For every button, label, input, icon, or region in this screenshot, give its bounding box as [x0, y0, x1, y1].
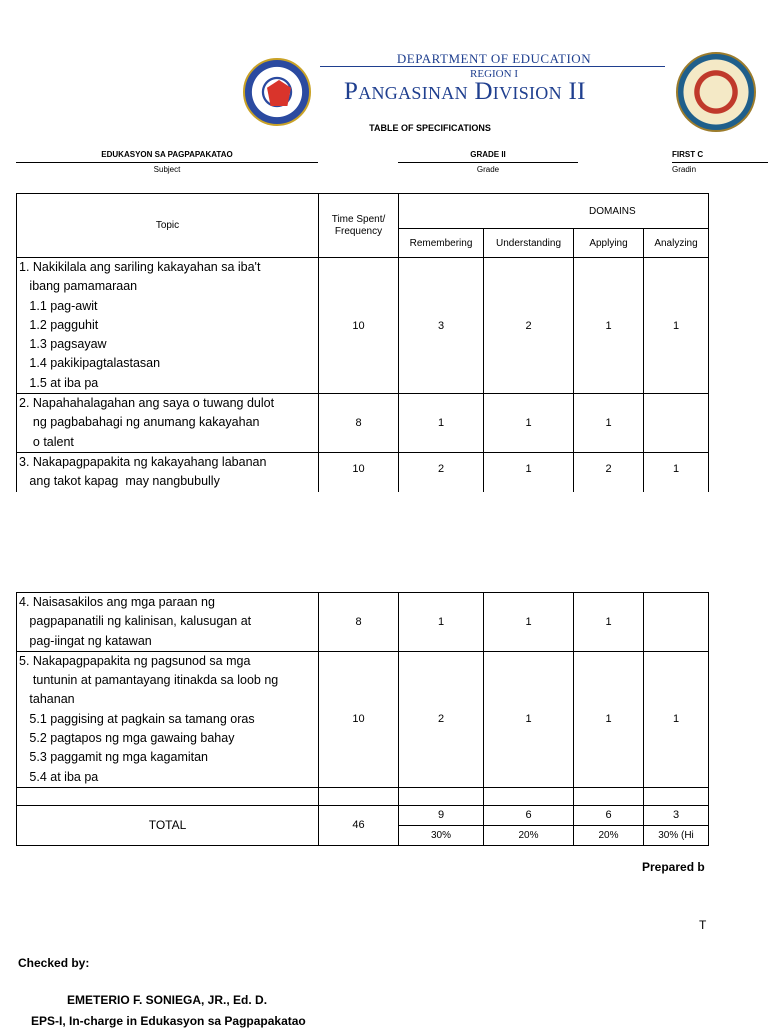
signatory-position: EPS-I, In-charge in Edukasyon sa Pagpapakatao [31, 1014, 306, 1028]
grade-field [398, 150, 578, 174]
time-cell: 10 [319, 651, 399, 787]
grading-field [646, 150, 768, 174]
grade-label: Grade [476, 165, 500, 174]
understanding-percentage: 20% [484, 825, 574, 845]
division-name: Pangasinan Division II [344, 78, 586, 105]
region-name: REGION I [470, 68, 518, 80]
applying-cell: 1 [574, 258, 644, 394]
remembering-cell: 1 [399, 593, 484, 652]
table-row [17, 452, 709, 491]
analyzing-cell: 1 [644, 651, 709, 787]
signatory-name: EMETERIO F. SONIEGA, JR., Ed. D. [67, 993, 268, 1007]
table-row [17, 651, 709, 787]
subject-field [16, 150, 318, 174]
table-row [17, 258, 709, 394]
remembering-header: Remembering [399, 229, 484, 258]
topic-cell: 5. Nakapagpapakita ng pagsunod sa mga tuntunin at pamantayang itinakda sa loob ng tahanan 5.1 paggising at pagkain sa tamang oras 5.2 pagtapos ng mga gawaing bahay 5.3 paggamit ng mga kagamitan 5.4 at iba pa [19, 653, 279, 784]
analyzing-header: Analyzing [644, 229, 709, 258]
analyzing-cell [644, 593, 709, 652]
deped-seal-icon [243, 58, 311, 126]
pangasinan-division-seal-icon [676, 52, 756, 132]
grade-value: GRADE II [398, 150, 578, 163]
remembering-cell: 2 [399, 651, 484, 787]
spacer-row [17, 787, 709, 805]
subject-label: Subject [153, 165, 181, 174]
time-cell: 8 [319, 394, 399, 453]
topic-cell: 4. Naisasakilos ang mga paraan ng pagpapanatili ng kalinisan, kalusugan at pag-iingat ng katawan [19, 595, 252, 648]
analyzing-cell [644, 394, 709, 453]
total-applying: 6 [574, 805, 644, 825]
analyzing-percentage: 30% (Hi [644, 825, 709, 845]
header-divider [320, 66, 665, 67]
remembering-cell: 3 [399, 258, 484, 394]
remembering-cell: 1 [399, 394, 484, 453]
total-understanding: 6 [484, 805, 574, 825]
time-cell: 8 [319, 593, 399, 652]
understanding-cell: 1 [484, 452, 574, 491]
document-title: TABLE OF SPECIFICATIONS [369, 123, 491, 133]
department-name: DEPARTMENT OF EDUCATION [396, 51, 592, 66]
specifications-table-part-1 [16, 193, 709, 492]
applying-cell: 1 [574, 394, 644, 453]
specifications-table-part-2 [16, 592, 709, 846]
total-analyzing: 3 [644, 805, 709, 825]
time-cell: 10 [319, 452, 399, 491]
remembering-cell: 2 [399, 452, 484, 491]
analyzing-cell: 1 [644, 452, 709, 491]
applying-percentage: 20% [574, 825, 644, 845]
preparer-fragment: T [699, 918, 707, 932]
time-cell: 10 [319, 258, 399, 394]
time-header: Time Spent/ Frequency [319, 194, 399, 258]
total-time: 46 [319, 805, 399, 845]
topic-cell: 3. Nakapagpapakita ng kakayahang labanan ang takot kapag may nangbubully [19, 454, 267, 489]
applying-header: Applying [574, 229, 644, 258]
domains-header: DOMAINS [399, 194, 709, 229]
applying-cell: 1 [574, 593, 644, 652]
remembering-percentage: 30% [399, 825, 484, 845]
checked-by-label: Checked by: [18, 956, 90, 970]
grading-value: FIRST C [672, 150, 768, 163]
table-row [17, 593, 709, 652]
table-row [17, 394, 709, 453]
understanding-cell: 2 [484, 258, 574, 394]
total-row [17, 805, 709, 825]
total-label: TOTAL [17, 805, 319, 845]
understanding-cell: 1 [484, 593, 574, 652]
understanding-cell: 1 [484, 651, 574, 787]
prepared-by-label: Prepared b [642, 860, 705, 874]
topic-cell: 1. Nakikilala ang sariling kakayahan sa iba't ibang pamamaraan 1.1 pag-awit 1.2 pagguhit 1.3 pagsayaw 1.4 pakikipagtalastasan 1.5 at iba pa [19, 260, 261, 390]
understanding-header: Understanding [484, 229, 574, 258]
understanding-cell: 1 [484, 394, 574, 453]
grading-label: Gradin [672, 165, 697, 174]
topic-header: Topic [17, 194, 319, 258]
total-remembering: 9 [399, 805, 484, 825]
topic-cell: 2. Napahahalagahan ang saya o tuwang dulot ng pagbabahagi ng anumang kakayahan o talent [19, 396, 275, 449]
applying-cell: 2 [574, 452, 644, 491]
applying-cell: 1 [574, 651, 644, 787]
analyzing-cell: 1 [644, 258, 709, 394]
subject-value: EDUKASYON SA PAGPAPAKATAO [16, 150, 318, 163]
